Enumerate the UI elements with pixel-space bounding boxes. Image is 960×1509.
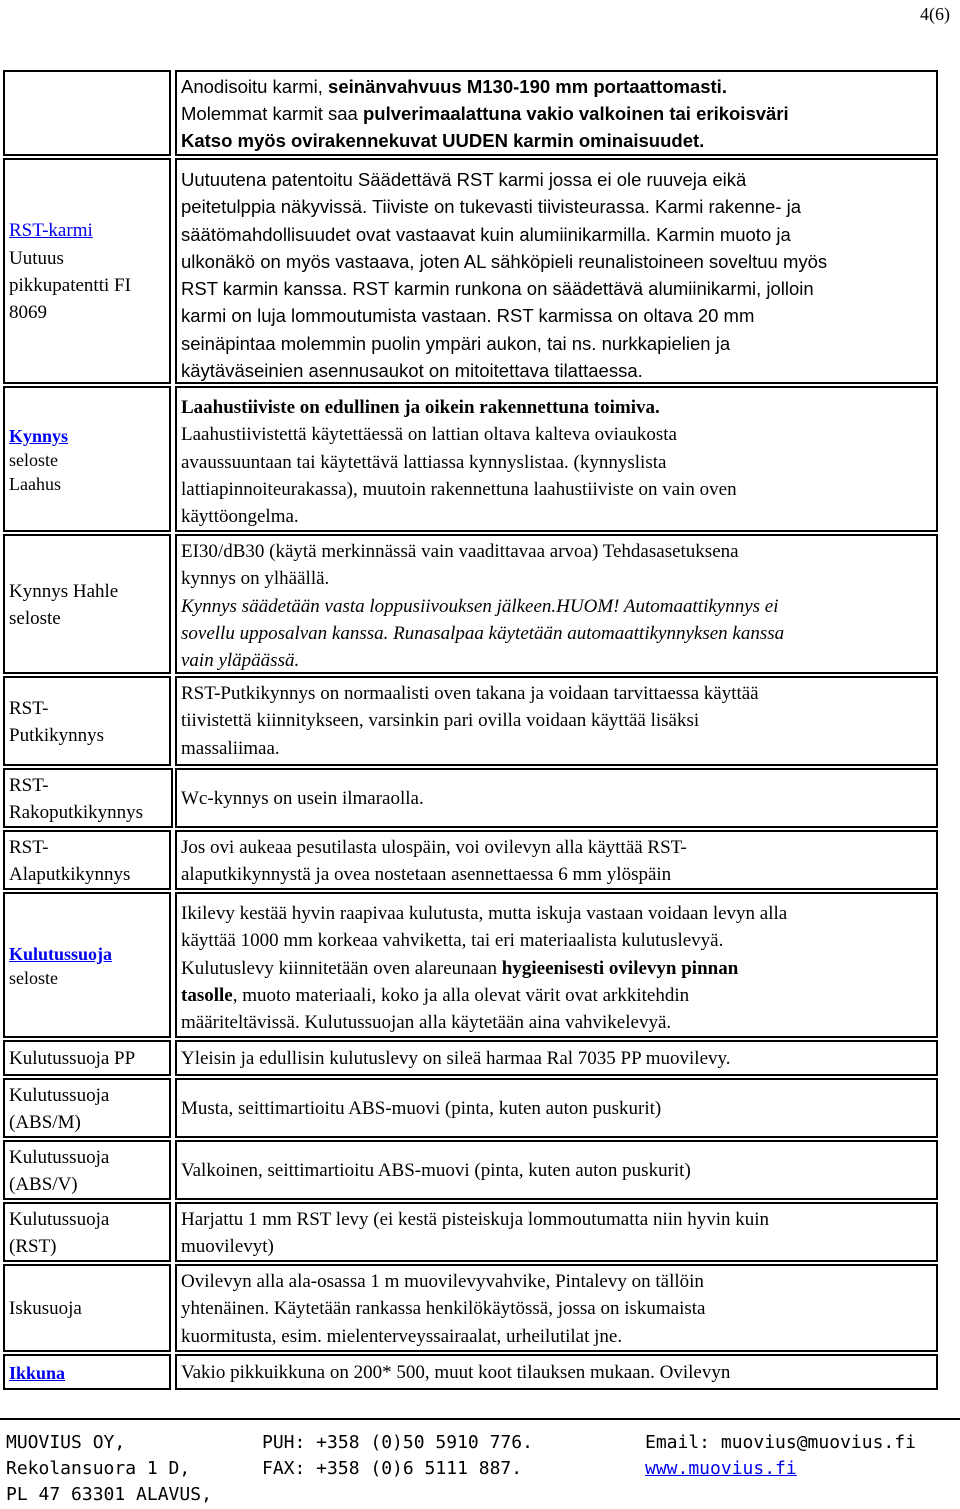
row-label-line: pikkupatentti FI: [9, 275, 131, 296]
row-description-cell: [175, 386, 938, 532]
row-label-line: 8069: [9, 302, 47, 324]
description-line: käyttöongelma.: [181, 506, 299, 528]
description-line: Yleisin ja edullisin kulutuslevy on sileä harmaa Ral 7035 PP muovilevy.: [181, 1048, 731, 1070]
row-description-cell: [175, 892, 938, 1038]
description-line: Harjattu 1 mm RST levy (ei kestä pisteiskuja lommoutumatta niin hyvin kuin: [181, 1208, 770, 1230]
footer-street: Rekolansuora 1 D,: [6, 1458, 191, 1479]
table-row: [0, 1354, 960, 1390]
table-row: [0, 1040, 960, 1076]
description-line: Uutuutena patentoitu Säädettävä RST karmi jossa ei ole ruuveja eikä: [181, 169, 747, 190]
description-line: Kynnys säädetään vasta loppusiivouksen jälkeen.HUOM! Automaattikynnys ei: [181, 595, 779, 617]
table-row: [0, 386, 960, 532]
footer-divider: [0, 1418, 960, 1420]
row-label-cell: [3, 1140, 171, 1200]
table-row: [0, 892, 960, 1038]
row-label-line: Rakoputkikynnys: [9, 802, 144, 823]
row-label-line: Putkikynnys: [9, 725, 105, 746]
row-label-cell: [3, 1354, 171, 1390]
description-line: Ovilevyn alla ala-osassa 1 m muovilevyvahvike, Pintalevy on tällöin: [181, 1271, 704, 1292]
footer-website-link[interactable]: www.muovius.fi: [645, 1458, 797, 1479]
table-row: [0, 1078, 960, 1138]
description-line: massaliimaa.: [181, 737, 280, 759]
description-line: Molemmat karmit saa pulverimaalattuna vakio valkoinen tai erikoisväri: [181, 103, 789, 124]
footer-email: Email: muovius@muovius.fi: [645, 1432, 916, 1453]
description-line: Wc-kynnys on usein ilmaraolla.: [181, 788, 424, 810]
footer-company: MUOVIUS OY,: [6, 1432, 126, 1453]
row-label-cell: [3, 830, 171, 890]
footer-fax: FAX: +358 (0)6 5111 887.: [262, 1458, 523, 1479]
row-description-cell: [175, 158, 938, 384]
row-label-line: RST-: [9, 836, 49, 858]
row-description-cell: [175, 534, 938, 674]
row-label-line: (ABS/V): [9, 1174, 78, 1195]
row-label-cell: [3, 70, 171, 156]
description-line: Katso myös ovirakennekuvat UUDEN karmin ominaisuudet.: [181, 130, 705, 151]
row-description-cell: [175, 1040, 938, 1076]
description-line: säätömahdollisuudet ovat vastaavat kuin alumiinikarmilla. Karmin muoto ja: [181, 223, 791, 245]
row-label-cell: [3, 158, 171, 384]
table-row: [0, 70, 960, 156]
row-label-cell: [3, 1078, 171, 1138]
row-description-cell: [175, 1140, 938, 1200]
footer-address: [6, 1430, 212, 1508]
description-line: sovellu upposalvan kanssa. Runasalpaa käytetään automaattikynnyksen kanssa: [181, 622, 785, 644]
table-row: [0, 1140, 960, 1200]
row-label-cell: [3, 1264, 171, 1352]
description-line: Anodisoitu karmi, seinänvahvuus M130-190 mm portaattomasti.: [181, 76, 727, 97]
row-label-cell: [3, 768, 173, 828]
row-description-cell: [175, 1078, 938, 1138]
row-description-cell: [175, 1354, 938, 1390]
row-label-cell: [3, 1040, 171, 1076]
page-number: 4(6): [920, 4, 950, 24]
row-label-cell: [3, 676, 171, 766]
kulutussuoja-link[interactable]: Kulutussuoja: [9, 944, 113, 964]
row-label-line: Uutuus: [9, 247, 64, 269]
description-line: tasolle, muoto materiaali, koko ja alla olevat värit ovat arkkitehdin: [181, 984, 690, 1006]
row-label-cell: [3, 1202, 171, 1262]
row-label-line: Kynnys Hahle: [9, 580, 119, 602]
description-line: määriteltävissä. Kulutussuojan alla käytetään aina vahvikelevyä.: [181, 1012, 672, 1034]
row-label-cell: [3, 892, 171, 1038]
table-row: [0, 830, 960, 890]
footer-phones: [262, 1430, 533, 1482]
description-line: kynnys on ylhäällä.: [181, 568, 330, 590]
description-line: Laahustiivistettä käytettäessä on lattian oltava kalteva oviaukosta: [181, 424, 677, 446]
description-line: Jos ovi aukeaa pesutilasta ulospäin, voi ovilevyn alla käyttää RST-: [181, 836, 687, 858]
row-label-line: seloste: [9, 450, 58, 470]
description-line: ulkonäkö on myös vastaava, joten AL sähköpieli reunalistoineen soveltuu myös: [181, 250, 828, 272]
row-description-cell: [175, 768, 938, 828]
footer-contact: [645, 1430, 916, 1482]
footer-phone: PUH: +358 (0)50 5910 776.: [262, 1432, 533, 1453]
ikkuna-link[interactable]: Ikkuna: [9, 1363, 66, 1383]
row-label-cell: [3, 534, 171, 674]
description-line: muovilevyt): [181, 1236, 274, 1257]
row-label-line: Iskusuoja: [9, 1298, 82, 1320]
row-description-cell: [175, 830, 938, 890]
row-label-line: RST-: [9, 774, 49, 796]
description-line: Vakio pikkuikkuna on 200* 500, muut koot tilauksen mukaan. Ovilevyn: [181, 1362, 731, 1384]
footer-postal: PL 47 63301 ALAVUS,: [6, 1484, 212, 1505]
description-line: Kulutuslevy kiinnitetään oven alareunaan hygieenisesti ovilevyn pinnan: [181, 957, 739, 979]
description-line: alaputkikynnystä ja ovea nostetaan asennettaessa 6 mm ylöspäin: [181, 864, 672, 885]
rst-karmi-link[interactable]: RST-karmi: [9, 220, 93, 242]
table-row: [0, 1264, 960, 1352]
row-label-line: Kulutussuoja: [9, 1146, 110, 1168]
description-line: käytäväseinien asennusaukot on mitoitettava tilattaessa.: [181, 360, 643, 382]
description-line: yhtenäinen. Käytetään rankassa henkilökäytössä, jossa on iskumaista: [181, 1298, 706, 1320]
description-line: Valkoinen, seittimartioitu ABS-muovi (pinta, kuten auton puskurit): [181, 1160, 691, 1182]
description-line: Musta, seittimartioitu ABS-muovi (pinta, kuten auton puskurit): [181, 1098, 662, 1120]
table-row: [0, 676, 960, 766]
row-label-cell: [3, 386, 171, 532]
table-row: [0, 158, 960, 384]
description-line: tiivistettä kiinnitykseen, varsinkin pari ovilla voidaan käyttää lisäksi: [181, 710, 700, 732]
description-line: EI30/dB30 (käytä merkinnässä vain vaadittavaa arvoa) Tehdasasetuksena: [181, 541, 739, 562]
row-label-line: RST-: [9, 697, 49, 719]
row-label-line: Kulutussuoja: [9, 1084, 110, 1106]
description-line: Ikilevy kestää hyvin raapivaa kulutusta, mutta iskuja vastaan voidaan levyn alla: [181, 903, 788, 924]
description-line: Laahustiiviste on edullinen ja oikein rakennettuna toimiva.: [181, 397, 660, 418]
row-label-line: (RST): [9, 1236, 57, 1257]
table-row: [0, 1202, 960, 1262]
description-line: avaussuuntaan tai käytettävä lattiassa kynnyslistaa. (kynnyslista: [181, 451, 667, 473]
description-line: karmi on luja lommoutumista vastaan. RST karmissa on oltava 20 mm: [181, 305, 755, 327]
row-label-line: Laahus: [9, 474, 61, 494]
description-line: lattiapinnoiteurakassa), muutoin rakennettuna laahustiiviste on vain oven: [181, 478, 737, 500]
description-line: vain yläpäässä.: [181, 650, 300, 672]
row-label-line: (ABS/M): [9, 1112, 81, 1133]
description-line: kuormitusta, esim. mielenterveyssairaalat, urheilutilat jne.: [181, 1325, 623, 1347]
table-row: [0, 534, 960, 674]
row-description-cell: [175, 1264, 938, 1352]
row-label-line: Kulutussuoja PP: [9, 1048, 136, 1070]
row-label-line: Kulutussuoja: [9, 1208, 110, 1230]
row-description-cell: [175, 676, 938, 766]
description-line: seinäpintaa molemmin puolin ympäri aukon, tai ns. nurkkapielien ja: [181, 332, 731, 354]
kynnys-link[interactable]: Kynnys: [9, 426, 69, 446]
description-line: käyttää 1000 mm korkeaa vahviketta, tai eri materiaalista kulutuslevyä.: [181, 930, 724, 952]
description-line: RST karmin kanssa. RST karmin runkona on säädettävä alumiinikarmi, jolloin: [181, 278, 814, 300]
row-label-line: seloste: [9, 608, 61, 629]
row-label-line: Alaputkikynnys: [9, 864, 131, 885]
description-line: peitetulppia näkyvissä. Tiiviste on tukevasti tiivisteurassa. Karmi rakenne- ja: [181, 196, 802, 218]
row-description-cell: [175, 70, 938, 156]
table-row: [0, 768, 960, 828]
row-description-cell: [175, 1202, 938, 1262]
row-label-line: seloste: [9, 968, 58, 988]
description-line: RST-Putkikynnys on normaalisti oven takana ja voidaan tarvittaessa käyttää: [181, 683, 759, 704]
